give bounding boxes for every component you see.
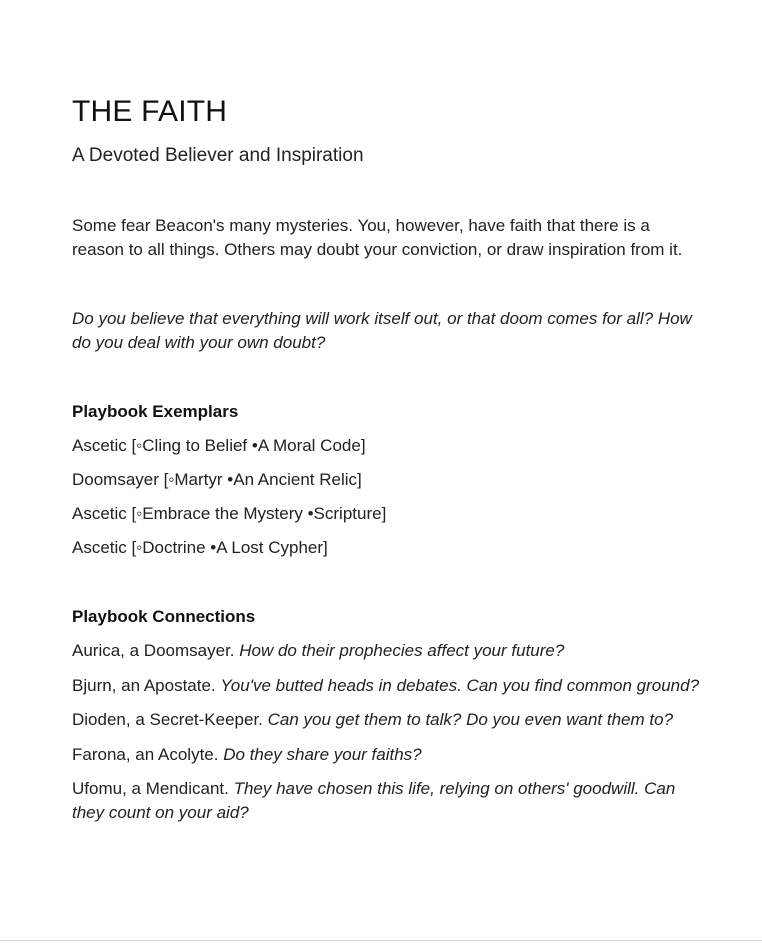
exemplar-item: Ascetic [◦Embrace the Mystery •Scripture] <box>72 504 387 523</box>
connections-list <box>72 639 702 824</box>
exemplar-item: Ascetic [◦Cling to Belief •A Moral Code] <box>72 436 366 455</box>
page-content <box>72 94 702 824</box>
exemplar-item: Doomsayer [◦Martyr •An Ancient Relic] <box>72 470 362 489</box>
connection-name: Bjurn, an Apostate. <box>72 675 221 695</box>
exemplar-item: Ascetic [◦Doctrine •A Lost Cypher] <box>72 538 328 557</box>
connection-prompt: They have chosen this life, relying on others' goodwill. Can they count on your aid? <box>72 779 676 822</box>
question-paragraph: Do you believe that everything will work itself out, or that doom comes for all? How do you deal with your own doubt? <box>72 309 692 352</box>
connection-item <box>72 777 702 824</box>
connection-name: Dioden, a Secret-Keeper. <box>72 710 268 729</box>
connection-item <box>72 674 702 698</box>
connection-prompt: How do their prophecies affect your future? <box>239 641 565 660</box>
connection-name: Farona, an Acolyte. <box>72 744 224 764</box>
exemplars-heading: Playbook Exemplars <box>72 402 239 421</box>
connection-item <box>72 639 702 663</box>
connection-item <box>72 708 702 732</box>
connection-item <box>72 743 702 767</box>
page-subtitle: A Devoted Believer and Inspiration <box>72 145 364 166</box>
intro-paragraph: Some fear Beacon's many mysteries. You, however, have faith that there is a reason to all things. Others may doubt your conviction, or draw inspiration from it. <box>72 216 683 259</box>
connection-prompt: You've butted heads in debates. Can you find common ground? <box>220 675 700 695</box>
connection-name: Aurica, a Doomsayer. <box>72 641 240 660</box>
exemplars-list <box>72 434 702 559</box>
connection-prompt: Do they share your faiths? <box>223 744 422 764</box>
connection-name: Ufomu, a Mendicant. <box>72 779 234 798</box>
page-title: THE FAITH <box>72 95 228 128</box>
connection-prompt: Can you get them to talk? Do you even want them to? <box>267 710 674 729</box>
connections-heading: Playbook Connections <box>72 607 256 626</box>
